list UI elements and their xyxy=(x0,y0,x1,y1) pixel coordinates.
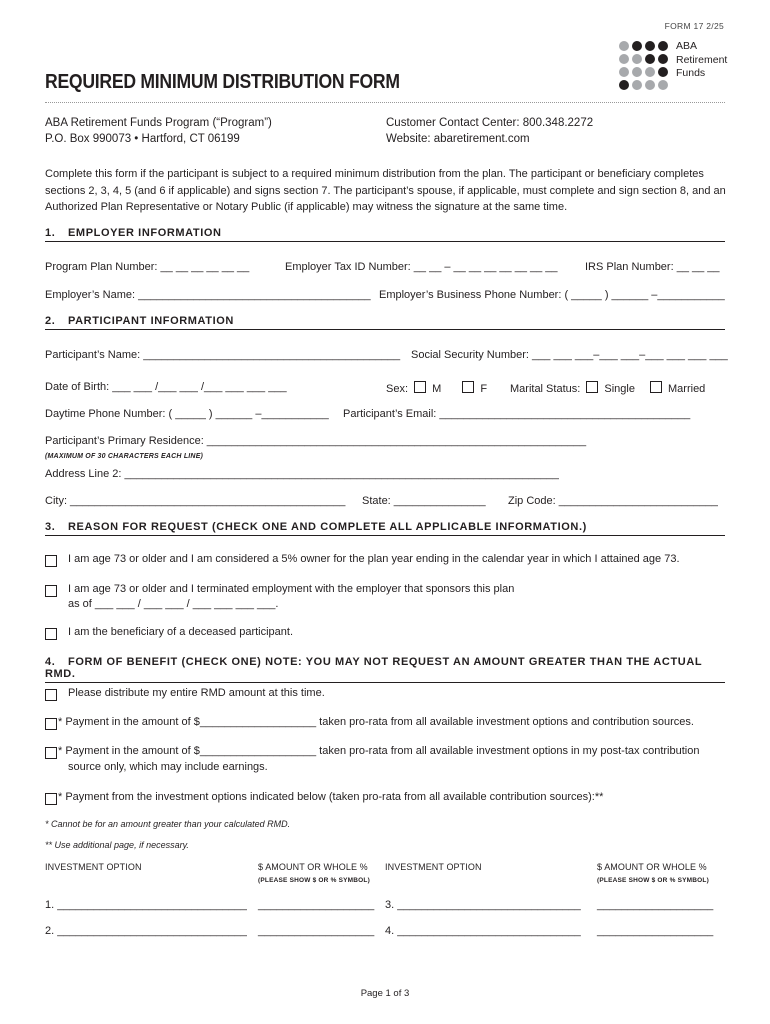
benefit-amount-prorata-checkbox[interactable] xyxy=(45,718,57,730)
footnote-rmd-limit: * Cannot be for an amount greater than your calculated RMD. xyxy=(45,819,291,829)
logo-dot xyxy=(645,54,655,64)
logo-dot xyxy=(632,67,642,77)
investment-option-2-field[interactable]: 2. _______________________________ xyxy=(45,925,247,937)
logo-line-aba: ABA xyxy=(676,40,698,52)
section-number: 2. xyxy=(45,315,56,327)
amount-1-field[interactable]: ___________________ xyxy=(258,899,375,911)
title-divider xyxy=(45,102,725,103)
website: Website: abaretirement.com xyxy=(386,133,530,145)
page-title: REQUIRED MINIMUM DISTRIBUTION FORM xyxy=(45,71,400,93)
contact-center: Customer Contact Center: 800.348.2272 xyxy=(386,117,594,129)
footnote-additional-page: ** Use additional page, if necessary. xyxy=(45,840,189,850)
benefit-amount-prorata-label[interactable]: * Payment in the amount of $___________________ taken pro-rata from all available investment options and contribution sources. xyxy=(58,716,694,728)
logo-dot xyxy=(658,80,668,90)
married-label: Married xyxy=(668,383,706,395)
employer-tax-id-field[interactable]: Employer Tax ID Number: __ __ – __ __ __ __ __ __ __ xyxy=(285,261,558,273)
logo-dot xyxy=(632,80,642,90)
section-3-header xyxy=(45,521,725,536)
investment-option-3-field[interactable]: 3. ______________________________ xyxy=(385,899,581,911)
married-checkbox[interactable] xyxy=(650,381,662,393)
benefit-entire-rmd-label: Please distribute my entire RMD amount at this time. xyxy=(68,687,325,699)
reason-terminated-checkbox[interactable] xyxy=(45,585,57,597)
col-amount-left-sub: (PLEASE SHOW $ OR % SYMBOL) xyxy=(258,877,370,884)
business-phone-field[interactable]: Employer’s Business Phone Number: ( _____ ) ______ –___________ xyxy=(379,289,725,301)
col-amount-right-sub: (PLEASE SHOW $ OR % SYMBOL) xyxy=(597,877,709,884)
investment-option-1-field[interactable]: 1. _______________________________ xyxy=(45,899,247,911)
benefit-investment-options-checkbox[interactable] xyxy=(45,793,57,805)
single-label: Single xyxy=(604,383,635,395)
amount-2-field[interactable]: ___________________ xyxy=(258,925,375,937)
primary-residence-field[interactable]: Participant’s Primary Residence: ______________________________________________________________ xyxy=(45,435,587,447)
zip-code-field[interactable]: Zip Code: __________________________ xyxy=(508,495,718,507)
form-number: FORM 17 2/25 xyxy=(664,21,724,31)
benefit-amount-posttax-checkbox[interactable] xyxy=(45,747,57,759)
col-investment-option-right: INVESTMENT OPTION xyxy=(385,862,482,872)
col-amount-left: $ AMOUNT OR WHOLE % xyxy=(258,862,368,872)
section-2-header xyxy=(45,315,725,330)
logo-text xyxy=(676,40,727,81)
daytime-phone-field[interactable]: Daytime Phone Number: ( _____ ) ______ –___________ xyxy=(45,408,329,420)
benefit-entire-rmd-checkbox[interactable] xyxy=(45,689,57,701)
sex-m-label: M xyxy=(432,383,442,395)
section-1-header xyxy=(45,227,725,242)
termination-date-field[interactable]: as of ___ ___ / ___ ___ / ___ ___ ___ ___. xyxy=(68,598,279,610)
reason-terminated-label: I am age 73 or older and I terminated employment with the employer that sponsors this plan xyxy=(68,583,515,595)
single-checkbox[interactable] xyxy=(586,381,598,393)
sex-f-checkbox[interactable] xyxy=(462,381,474,393)
logo-dot xyxy=(619,54,629,64)
program-address: P.O. Box 990073 • Hartford, CT 06199 xyxy=(45,133,240,145)
logo-dot xyxy=(645,80,655,90)
participant-email-field[interactable]: Participant’s Email: _________________________________________ xyxy=(343,408,691,420)
marital-status-label: Marital Status: xyxy=(510,383,581,395)
logo-dot xyxy=(658,54,668,64)
section-number: 1. xyxy=(45,227,56,239)
program-plan-number-field[interactable]: Program Plan Number: __ __ __ __ __ __ xyxy=(45,261,250,273)
max-characters-note: (MAXIMUM OF 30 CHARACTERS EACH LINE) xyxy=(45,453,204,460)
section-title: FORM OF BENEFIT (CHECK ONE) NOTE: YOU MAY NOT REQUEST AN AMOUNT GREATER THAN THE ACTUAL RMD. xyxy=(45,656,702,680)
logo-dot xyxy=(645,67,655,77)
benefit-amount-posttax-label[interactable]: * Payment in the amount of $___________________ taken pro-rata from all available investment options in my post-tax contribution xyxy=(58,745,700,757)
section-number: 4. xyxy=(45,656,56,668)
logo-dot xyxy=(645,41,655,51)
logo-line-retirement: Retirement xyxy=(676,53,728,66)
investment-option-4-field[interactable]: 4. ______________________________ xyxy=(385,925,581,937)
sex-group xyxy=(386,381,487,395)
col-investment-option-left: INVESTMENT OPTION xyxy=(45,862,142,872)
section-title: EMPLOYER INFORMATION xyxy=(68,227,222,239)
address-line-2-field[interactable]: Address Line 2: _______________________________________________________________________ xyxy=(45,468,559,480)
logo-dot xyxy=(619,67,629,77)
section-title: PARTICIPANT INFORMATION xyxy=(68,315,234,327)
amount-3-field[interactable]: ___________________ xyxy=(597,899,714,911)
reason-5pct-owner-label: I am age 73 or older and I am considered a 5% owner for the plan year ending in the calendar year in which I attained age 73. xyxy=(68,553,680,565)
logo-dot xyxy=(632,54,642,64)
logo-dot xyxy=(632,41,642,51)
sex-m-checkbox[interactable] xyxy=(414,381,426,393)
intro-paragraph: Complete this form if the participant is subject to a required minimum distribution from the plan. The participant or beneficiary completes sections 2, 3, 4, 5 (and 6 if applicable) and signs section 7. The participant’s spouse, if applicable, must complete and sign section 8, and an Authorized Plan Representative or Notary Public (if applicable) may witness the signature at the same time. xyxy=(45,168,726,213)
city-field[interactable]: City: _____________________________________________ xyxy=(45,495,346,507)
logo-dot xyxy=(658,67,668,77)
program-contact-block xyxy=(386,115,593,147)
dob-field[interactable]: Date of Birth: ___ ___ /___ ___ /___ ___ ___ ___ xyxy=(45,381,287,393)
program-name: ABA Retirement Funds Program (“Program”) xyxy=(45,117,272,129)
section-title: REASON FOR REQUEST (CHECK ONE AND COMPLETE ALL APPLICABLE INFORMATION.) xyxy=(68,521,587,533)
logo-dot xyxy=(619,80,629,90)
benefit-amount-posttax-line2: source only, which may include earnings. xyxy=(68,761,268,773)
reason-beneficiary-label: I am the beneficiary of a deceased participant. xyxy=(68,626,294,638)
reason-beneficiary-checkbox[interactable] xyxy=(45,628,57,640)
program-address-block xyxy=(45,115,272,147)
state-field[interactable]: State: _______________ xyxy=(362,495,486,507)
amount-4-field[interactable]: ___________________ xyxy=(597,925,714,937)
page-number: Page 1 of 3 xyxy=(360,988,410,999)
irs-plan-number-field[interactable]: IRS Plan Number: __ __ __ xyxy=(585,261,720,273)
reason-5pct-owner-checkbox[interactable] xyxy=(45,555,57,567)
logo-dot xyxy=(658,41,668,51)
logo-dot xyxy=(619,41,629,51)
participant-name-field[interactable]: Participant’s Name: __________________________________________ xyxy=(45,349,401,361)
benefit-investment-options-label: * Payment from the investment options indicated below (taken pro-rata from all available contribution sources):** xyxy=(58,791,604,803)
col-amount-right: $ AMOUNT OR WHOLE % xyxy=(597,862,707,872)
sex-f-label: F xyxy=(480,383,488,395)
section-number: 3. xyxy=(45,521,56,533)
logo-line-funds: Funds xyxy=(676,67,706,79)
ssn-field[interactable]: Social Security Number: ___ ___ ___–___ ___–___ ___ ___ ___ xyxy=(411,349,728,361)
employers-name-field[interactable]: Employer’s Name: ______________________________________ xyxy=(45,289,371,301)
marital-status-group xyxy=(510,381,705,395)
sex-label: Sex: xyxy=(386,383,409,395)
section-4-header xyxy=(45,656,725,683)
